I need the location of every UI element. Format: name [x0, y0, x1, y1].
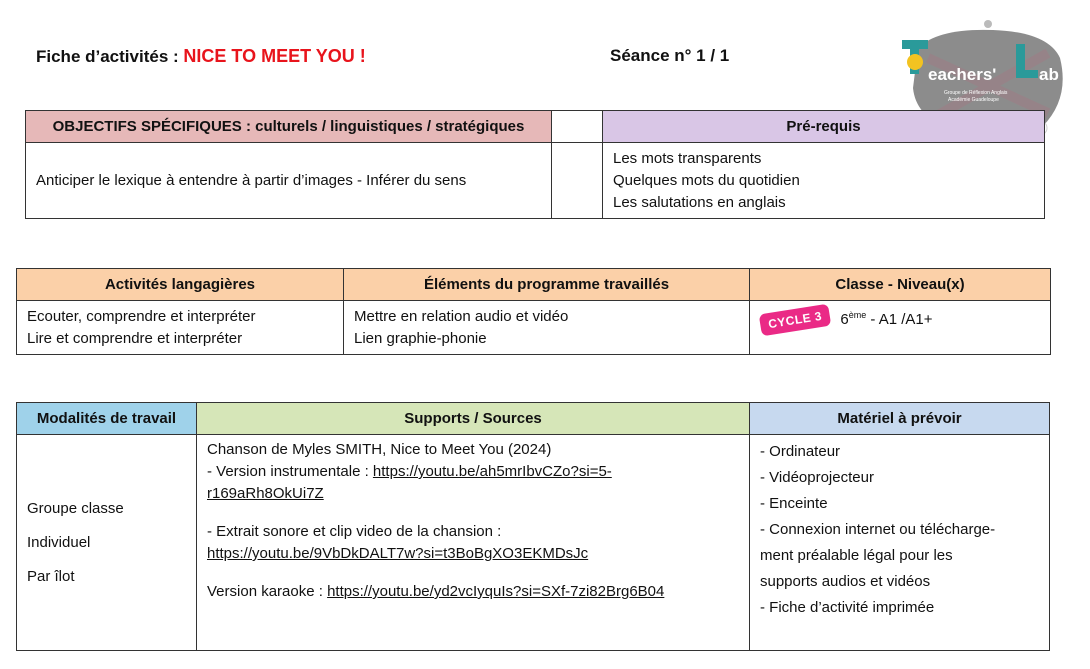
supports-body [197, 435, 750, 651]
prerequis-header: Pré-requis [603, 111, 1045, 143]
title-highlight: NICE TO MEET YOU ! [183, 46, 366, 66]
list-item: - Vidéoprojecteur [760, 469, 874, 486]
activites-table [16, 268, 1051, 355]
instrumental-link[interactable]: https://youtu.be/ah5mrIbvCZo?si=5- [372, 463, 612, 480]
objectifs-body: Anticiper le lexique à entendre à partir d’images - Inférer du sens [26, 143, 552, 219]
svg-text:ab: ab [1039, 65, 1059, 84]
objectifs-table [25, 110, 1045, 219]
spacer-cell [552, 143, 603, 219]
list-item: Individuel [27, 533, 91, 551]
prerequis-body [603, 143, 1045, 219]
supports-line [207, 483, 739, 505]
spacer-cell [552, 111, 603, 143]
list-item: - Ordinateur [760, 443, 841, 460]
supports-line: - Extrait sonore et clip video de la chansion : [207, 523, 502, 540]
elements-header: Éléments du programme travaillés [344, 269, 750, 301]
svg-text:eachers': eachers' [928, 65, 997, 84]
clip-link[interactable]: https://youtu.be/9VbDkDALT7w?si=t3BoBgXO3EKMDsJc [207, 545, 589, 562]
list-item: supports audios et vidéos [760, 573, 931, 590]
cycle-badge: CYCLE 3 [759, 304, 832, 337]
spacer [207, 505, 739, 521]
karaoke-link[interactable]: https://youtu.be/yd2vcIyquIs?si=SXf-7zi82Brg6B04 [327, 583, 665, 600]
list-item: Mettre en relation audio et vidéo [354, 307, 569, 325]
list-item: ment préalable légal pour les [760, 547, 953, 564]
spacer [207, 565, 739, 581]
instrumental-link-continued[interactable]: r169aRh8OkUi7Z [207, 485, 324, 502]
list-item: Quelques mots du quotidien [613, 171, 800, 189]
title-prefix: Fiche d’activités : [36, 47, 184, 66]
list-item: - Connexion internet ou télécharge- [760, 521, 996, 538]
list-item: Par îlot [27, 567, 75, 585]
svg-text:Académie Guadeloupe: Académie Guadeloupe [948, 97, 999, 103]
modalites-header: Modalités de travail [17, 403, 197, 435]
list-item: Les mots transparents [613, 149, 762, 167]
seance-label: Séance n° 1 / 1 [610, 46, 730, 65]
list-item: - Enceinte [760, 495, 828, 512]
list-item: Ecouter, comprendre et interpréter [27, 307, 256, 325]
classe-body [750, 301, 1051, 355]
niveau-text: 6ème - A1 /A1+ [840, 310, 933, 328]
svg-text:Groupe de Réflexion Anglais: Groupe de Réflexion Anglais [944, 90, 1008, 96]
supports-line: Version karaoke : https://youtu.be/yd2vcIyquIs?si=SXf-7zi82Brg6B04 [207, 583, 665, 600]
modalites-table [16, 402, 1050, 651]
supports-line [207, 543, 739, 565]
supports-line: Chanson de Myles SMITH, Nice to Meet You (2024) [207, 441, 552, 458]
list-item: Lire et comprendre et interpréter [27, 329, 243, 347]
activites-header: Activités langagières [17, 269, 344, 301]
modalites-body [17, 435, 197, 651]
objectifs-header: OBJECTIFS SPÉCIFIQUES : culturels / linguistiques / stratégiques [26, 111, 552, 143]
classe-header: Classe - Niveau(x) [750, 269, 1051, 301]
materiel-body [750, 435, 1050, 651]
page-title [36, 46, 366, 67]
list-item: Lien graphie-phonie [354, 329, 487, 347]
elements-body [344, 301, 750, 355]
supports-line: - Version instrumentale : https://youtu.be/ah5mrIbvCZo?si=5- [207, 463, 612, 480]
list-item: - Fiche d’activité imprimée [760, 599, 935, 616]
materiel-header: Matériel à prévoir [750, 403, 1050, 435]
list-item: Groupe classe [27, 499, 124, 517]
activites-body [17, 301, 344, 355]
supports-header: Supports / Sources [197, 403, 750, 435]
list-item: Les salutations en anglais [613, 193, 786, 211]
